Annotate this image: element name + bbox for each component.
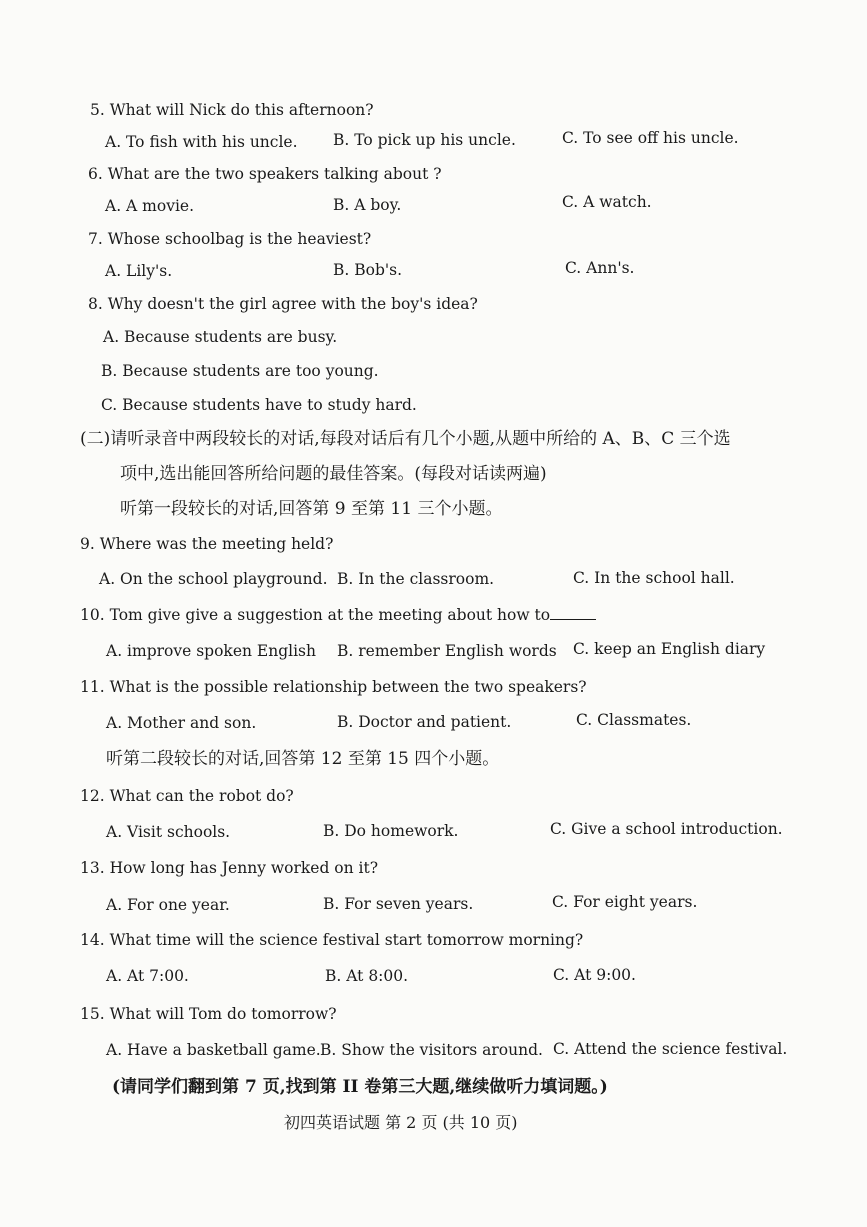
q9-option-a: A. On the school playground. (99, 570, 328, 588)
q5-option-c: C. To see off his uncle. (562, 129, 739, 147)
q7-option-a: A. Lily's. (105, 262, 173, 280)
q13-option-b: B. For seven years. (323, 895, 474, 913)
q8-option-a: A. Because students are busy. (103, 328, 338, 346)
q15-option-c: C. Attend the science festival. (553, 1040, 788, 1058)
question-12: 12. What can the robot do? (80, 787, 294, 805)
question-15: 15. What will Tom do tomorrow? (80, 1005, 337, 1023)
dialog2-intro: 听第二段较长的对话,回答第 12 至第 15 四个小题。 (106, 749, 500, 769)
q6-option-b: B. A boy. (333, 196, 402, 214)
q9-option-b: B. In the classroom. (337, 570, 495, 588)
q7-option-b: B. Bob's. (333, 261, 403, 279)
question-6: 6. What are the two speakers talking about ? (88, 165, 442, 183)
q12-option-a: A. Visit schools. (106, 823, 231, 841)
q13-option-c: C. For eight years. (552, 893, 698, 911)
q11-option-b: B. Doctor and patient. (337, 713, 512, 731)
q13-option-a: A. For one year. (106, 896, 230, 914)
q10-option-c: C. keep an English diary (573, 640, 766, 658)
question-10-text: 10. Tom give give a suggestion at the meeting about how to (80, 606, 551, 624)
q11-option-c: C. Classmates. (576, 711, 692, 729)
question-9: 9. Where was the meeting held? (80, 535, 334, 553)
q8-option-c: C. Because students have to study hard. (101, 396, 417, 414)
q15-option-b: B. Show the visitors around. (320, 1041, 543, 1059)
q11-option-a: A. Mother and son. (106, 714, 257, 732)
q9-option-c: C. In the school hall. (573, 569, 735, 587)
q8-option-b: B. Because students are too young. (101, 362, 379, 380)
question-14: 14. What time will the science festival start tomorrow morning? (80, 931, 584, 949)
question-11: 11. What is the possible relationship between the two speakers? (80, 678, 587, 696)
q14-option-c: C. At 9:00. (553, 966, 636, 984)
answer-blank (550, 605, 596, 620)
question-13: 13. How long has Jenny worked on it? (80, 859, 379, 877)
q15-option-a: A. Have a basketball game. (106, 1041, 321, 1059)
q6-option-c: C. A watch. (562, 193, 652, 211)
question-5: 5. What will Nick do this afternoon? (90, 101, 374, 119)
q7-option-c: C. Ann's. (565, 259, 635, 277)
dialog1-intro: 听第一段较长的对话,回答第 9 至第 11 三个小题。 (120, 499, 503, 519)
q5-option-b: B. To pick up his uncle. (333, 131, 516, 149)
part2-instruction-line1: (二)请听录音中两段较长的对话,每段对话后有几个小题,从题中所给的 A、B、C 三个选 (80, 429, 731, 449)
q12-option-b: B. Do homework. (323, 822, 459, 840)
q5-option-a: A. To fish with his uncle. (105, 133, 298, 151)
question-7: 7. Whose schoolbag is the heaviest? (88, 230, 372, 248)
q12-option-c: C. Give a school introduction. (550, 820, 783, 838)
question-8: 8. Why doesn't the girl agree with the boy's idea? (88, 295, 478, 313)
question-10 (80, 605, 596, 625)
part2-instruction-line2: 项中,选出能回答所给问题的最佳答案。(每段对话读两遍) (120, 464, 547, 484)
q14-option-b: B. At 8:00. (325, 967, 409, 985)
q14-option-a: A. At 7:00. (106, 967, 189, 985)
q10-option-a: A. improve spoken English (106, 642, 316, 660)
q10-option-b: B. remember English words (337, 642, 557, 660)
q6-option-a: A. A movie. (105, 197, 195, 215)
page-footer: 初四英语试题 第 2 页 (共 10 页) (284, 1113, 518, 1132)
page-turn-notice: (请同学们翻到第 7 页,找到第 II 卷第三大题,继续做听力填词题。) (112, 1077, 608, 1097)
